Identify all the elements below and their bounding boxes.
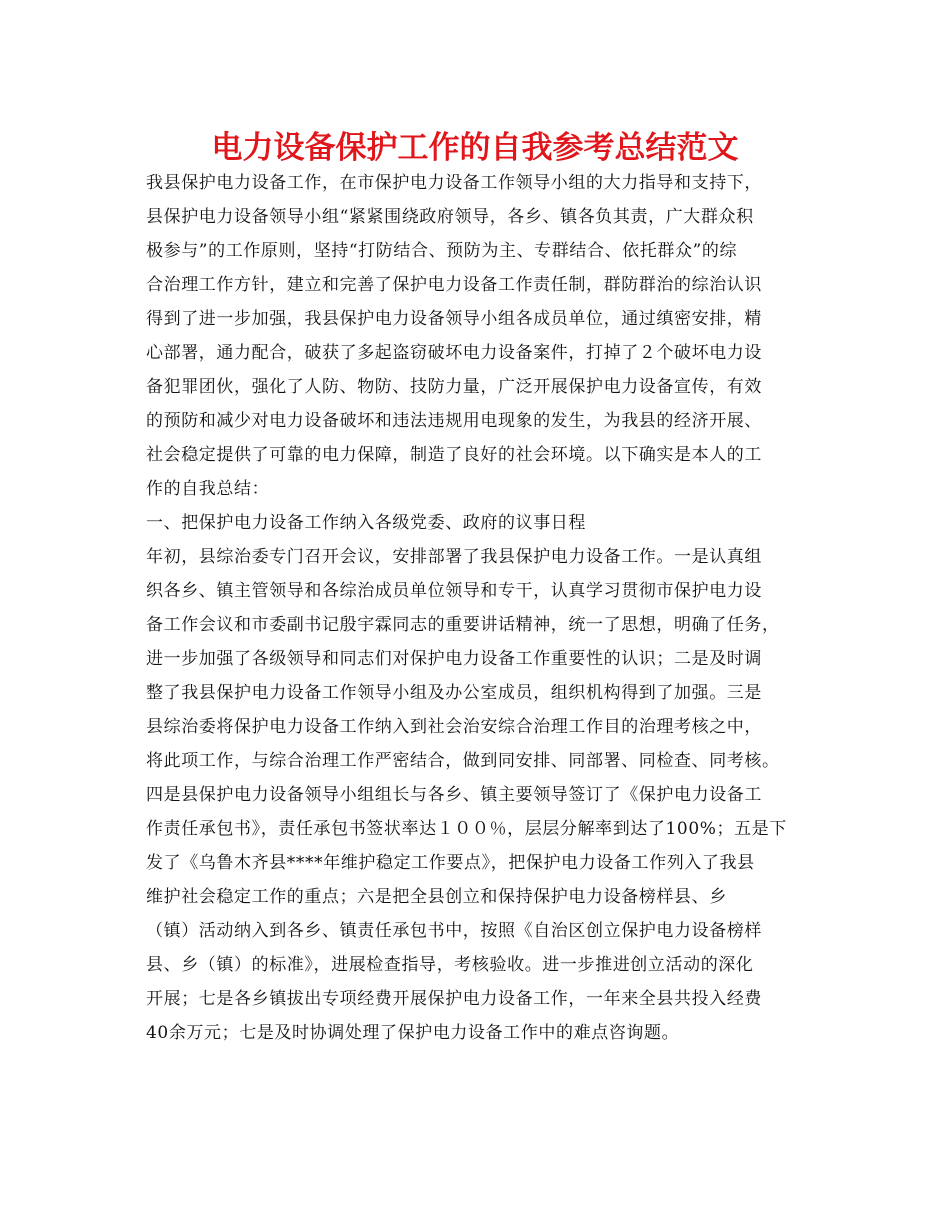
text-line: 进一步加强了各级领导和同志们对保护电力设备工作重要性的认识；二是及时调 — [146, 649, 762, 669]
document-body — [146, 166, 816, 1050]
text-line: 整了我县保护电力设备工作领导小组及办公室成员，组织机构得到了加强。三是 — [146, 683, 762, 703]
text-line: 开展；七是各乡镇拔出专项经费开展保护电力设备工作，一年来全县共投入经费 — [146, 989, 762, 1009]
text-line: 作责任承包书》，责任承包书签状率达１００％，层层分解率到达了100%；五是下 — [146, 819, 787, 839]
text-line: 四是县保护电力设备领导小组组长与各乡、镇主要领导签订了《保护电力设备工 — [146, 785, 762, 805]
text-line: 发了《乌鲁木齐县****年维护稳定工作要点》，把保护电力设备工作列入了我县 — [146, 853, 755, 873]
text-line: 社会稳定提供了可靠的电力保障，制造了良好的社会环境。以下确实是本人的工 — [146, 445, 762, 465]
text-line: 维护社会稳定工作的重点；六是把全县创立和保持保护电力设备榜样县、乡 — [146, 887, 727, 907]
text-line: 作的自我总结： — [146, 479, 270, 499]
text-line: 的预防和减少对电力设备破坏和违法违规用电现象的发生，为我县的经济开展、 — [146, 411, 762, 431]
text-line: 得到了进一步加强，我县保护电力设备领导小组各成员单位，通过缜密安排，精 — [146, 309, 762, 329]
text-line: 极参与”的工作原则，坚持“打防结合、预防为主、专群结合、依托群众”的综 — [146, 241, 738, 261]
document-title: 电力设备保护工作的自我参考总结范文 — [211, 130, 739, 166]
text-line: 备犯罪团伙，强化了人防、物防、技防力量，广泛开展保护电力设备宣传，有效 — [146, 377, 762, 397]
text-line: 将此项工作，与综合治理工作严密结合，做到同安排、同部署、同检查、同考核。 — [146, 751, 780, 771]
text-line: 年初，县综治委专门召开会议，安排部署了我县保护电力设备工作。一是认真组 — [146, 547, 762, 567]
text-line: （镇）活动纳入到各乡、镇责任承包书中，按照《自治区创立保护电力设备榜样 — [146, 921, 762, 941]
text-line: 我县保护电力设备工作，在市保护电力设备工作领导小组的大力指导和支持下， — [146, 173, 762, 193]
text-line: 合治理工作方针，建立和完善了保护电力设备工作责任制，群防群治的综治认识 — [146, 275, 762, 295]
text-line: 40余万元；七是及时协调处理了保护电力设备工作中的难点咨询题。 — [146, 1023, 680, 1043]
text-line: 县保护电力设备领导小组“紧紧围绕政府领导，各乡、镇各负其责，广大群众积 — [146, 207, 754, 227]
text-line: 心部署，通力配合，破获了多起盗窃破坏电力设备案件，打掉了２个破坏电力设 — [146, 343, 762, 363]
text-line: 县综治委将保护电力设备工作纳入到社会治安综合治理工作目的治理考核之中， — [146, 717, 762, 737]
text-line: 县、乡（镇）的标准》，进展检查指导，考核验收。进一步推进创立活动的深化 — [146, 955, 754, 975]
section-heading: 一、把保护电力设备工作纳入各级党委、政府的议事日程 — [146, 513, 586, 533]
text-line: 备工作会议和市委副书记殷宇霖同志的重要讲话精神，统一了思想，明确了任务， — [146, 615, 780, 635]
text-line: 织各乡、镇主管领导和各综治成员单位领导和专干，认真学习贯彻市保护电力设 — [146, 581, 762, 601]
